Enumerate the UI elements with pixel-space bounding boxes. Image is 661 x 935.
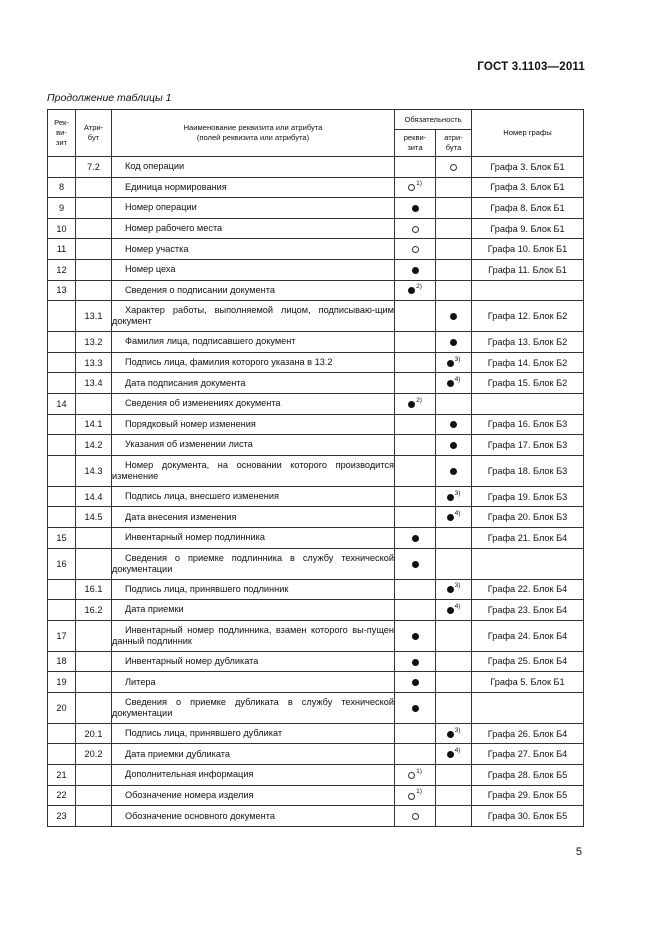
obligation-atribut-cell bbox=[436, 259, 472, 280]
name-cell bbox=[112, 435, 395, 456]
filled-circle-icon bbox=[447, 514, 454, 521]
graph-cell: Графа 3. Блок Б1 bbox=[472, 177, 584, 198]
hollow-circle-icon bbox=[408, 793, 415, 800]
obligation-atribut-cell bbox=[436, 579, 472, 600]
rekvizit-cell: 17 bbox=[48, 620, 76, 651]
name-cell bbox=[112, 806, 395, 827]
table-row bbox=[48, 548, 584, 579]
obligation-rekvizit-cell bbox=[395, 301, 436, 332]
atribut-cell bbox=[76, 393, 112, 414]
graph-cell: Графа 13. Блок Б2 bbox=[472, 332, 584, 353]
obligation-atribut-cell bbox=[436, 507, 472, 528]
table-row bbox=[48, 280, 584, 301]
filled-circle-icon bbox=[450, 421, 457, 428]
name-cell bbox=[112, 527, 395, 548]
table-row bbox=[48, 435, 584, 456]
graph-cell: Графа 27. Блок Б4 bbox=[472, 744, 584, 765]
name-cell bbox=[112, 280, 395, 301]
graph-cell: Графа 10. Блок Б1 bbox=[472, 239, 584, 260]
graph-cell: Графа 25. Блок Б4 bbox=[472, 651, 584, 672]
name-text: Характер работы, выполняемой лицом, подписываю-щим документ bbox=[112, 305, 394, 327]
obligation-atribut-cell bbox=[436, 744, 472, 765]
table-row bbox=[48, 218, 584, 239]
atribut-cell bbox=[76, 765, 112, 786]
graph-cell: Графа 12. Блок Б2 bbox=[472, 301, 584, 332]
table-body bbox=[48, 157, 584, 827]
name-cell bbox=[112, 414, 395, 435]
graph-cell: Графа 3. Блок Б1 bbox=[472, 157, 584, 178]
rekvizit-cell: 23 bbox=[48, 806, 76, 827]
rekvizit-cell: 10 bbox=[48, 218, 76, 239]
atribut-cell bbox=[76, 548, 112, 579]
graph-cell: Графа 23. Блок Б4 bbox=[472, 600, 584, 621]
name-text: Сведения о приемке подлинника в службу технической документации bbox=[112, 552, 394, 574]
table-row bbox=[48, 486, 584, 507]
name-text: Код операции bbox=[125, 161, 185, 172]
obligation-atribut-cell bbox=[436, 393, 472, 414]
obligation-rekvizit-cell bbox=[395, 177, 436, 198]
name-text: Дополнительная информация bbox=[125, 769, 254, 780]
graph-cell bbox=[472, 393, 584, 414]
table-row bbox=[48, 198, 584, 219]
obligation-atribut-cell bbox=[436, 280, 472, 301]
name-text: Сведения о приемке дубликата в службу технической документации bbox=[112, 696, 394, 718]
name-cell bbox=[112, 579, 395, 600]
obligation-rekvizit-cell bbox=[395, 414, 436, 435]
graph-cell bbox=[472, 280, 584, 301]
filled-circle-icon bbox=[412, 633, 419, 640]
obligation-rekvizit-cell bbox=[395, 620, 436, 651]
table-row bbox=[48, 157, 584, 178]
filled-circle-icon bbox=[447, 731, 454, 738]
atribut-cell: 13.4 bbox=[76, 373, 112, 394]
atribut-cell: 14.2 bbox=[76, 435, 112, 456]
name-cell bbox=[112, 600, 395, 621]
name-cell bbox=[112, 455, 395, 486]
obligation-rekvizit-cell bbox=[395, 744, 436, 765]
filled-circle-icon bbox=[412, 659, 419, 666]
atribut-cell bbox=[76, 239, 112, 260]
obligation-rekvizit-cell bbox=[395, 198, 436, 219]
graph-cell: Графа 11. Блок Б1 bbox=[472, 259, 584, 280]
atribut-cell: 14.4 bbox=[76, 486, 112, 507]
table-row bbox=[48, 507, 584, 528]
rekvizit-cell bbox=[48, 435, 76, 456]
standard-code: ГОСТ 3.1103—2011 bbox=[477, 61, 585, 73]
name-cell bbox=[112, 486, 395, 507]
name-text: Подпись лица, принявшего дубликат bbox=[125, 728, 283, 739]
filled-circle-icon bbox=[408, 287, 415, 294]
obligation-rekvizit-cell bbox=[395, 435, 436, 456]
graph-cell: Графа 15. Блок Б2 bbox=[472, 373, 584, 394]
obligation-rekvizit-cell bbox=[395, 218, 436, 239]
rekvizit-cell bbox=[48, 352, 76, 373]
name-cell bbox=[112, 218, 395, 239]
table-row bbox=[48, 177, 584, 198]
name-cell bbox=[112, 157, 395, 178]
footnote-ref: 3) bbox=[454, 726, 461, 734]
name-cell bbox=[112, 239, 395, 260]
obligation-atribut-cell bbox=[436, 527, 472, 548]
name-cell bbox=[112, 620, 395, 651]
obligation-atribut-cell bbox=[436, 414, 472, 435]
obligation-rekvizit-cell bbox=[395, 352, 436, 373]
rekvizit-cell: 20 bbox=[48, 692, 76, 723]
rekvizit-cell: 13 bbox=[48, 280, 76, 301]
obligation-atribut-cell bbox=[436, 435, 472, 456]
table-row bbox=[48, 352, 584, 373]
graph-cell bbox=[472, 692, 584, 723]
name-text: Номер цеха bbox=[125, 264, 176, 275]
name-text: Дата внесения изменения bbox=[125, 511, 237, 522]
name-cell bbox=[112, 393, 395, 414]
name-text: Дата подписания документа bbox=[125, 377, 246, 388]
filled-circle-icon bbox=[450, 442, 457, 449]
rekvizit-cell bbox=[48, 414, 76, 435]
obligation-rekvizit-cell bbox=[395, 332, 436, 353]
atribut-cell bbox=[76, 177, 112, 198]
rekvizit-cell: 8 bbox=[48, 177, 76, 198]
table-row bbox=[48, 393, 584, 414]
name-cell bbox=[112, 301, 395, 332]
name-text: Инвентарный номер дубликата bbox=[125, 655, 259, 666]
header-obligation-rekvizit: рекви- зита bbox=[395, 130, 436, 157]
atribut-cell bbox=[76, 218, 112, 239]
obligation-atribut-cell bbox=[436, 455, 472, 486]
graph-cell: Графа 24. Блок Б4 bbox=[472, 620, 584, 651]
rekvizit-cell: 18 bbox=[48, 651, 76, 672]
graph-cell: Графа 20. Блок Б3 bbox=[472, 507, 584, 528]
name-cell bbox=[112, 548, 395, 579]
obligation-atribut-cell bbox=[436, 806, 472, 827]
obligation-rekvizit-cell bbox=[395, 239, 436, 260]
obligation-atribut-cell bbox=[436, 765, 472, 786]
name-cell bbox=[112, 177, 395, 198]
table-row bbox=[48, 744, 584, 765]
obligation-atribut-cell bbox=[436, 352, 472, 373]
atribut-cell: 13.2 bbox=[76, 332, 112, 353]
name-cell bbox=[112, 785, 395, 806]
name-text: Инвентарный номер подлинника, взамен которого вы-пущен данный подлинник bbox=[112, 624, 394, 646]
table-row bbox=[48, 765, 584, 786]
table-row bbox=[48, 527, 584, 548]
table-row bbox=[48, 239, 584, 260]
rekvizit-cell bbox=[48, 744, 76, 765]
header-obligation: Обязательность bbox=[395, 110, 472, 130]
name-text: Сведения об изменениях документа bbox=[125, 398, 281, 409]
obligation-rekvizit-cell bbox=[395, 507, 436, 528]
name-cell bbox=[112, 692, 395, 723]
graph-cell: Графа 29. Блок Б5 bbox=[472, 785, 584, 806]
rekvizit-cell: 9 bbox=[48, 198, 76, 219]
table-row bbox=[48, 259, 584, 280]
atribut-cell bbox=[76, 806, 112, 827]
obligation-rekvizit-cell bbox=[395, 672, 436, 693]
graph-cell: Графа 19. Блок Б3 bbox=[472, 486, 584, 507]
rekvizit-cell bbox=[48, 301, 76, 332]
obligation-rekvizit-cell bbox=[395, 548, 436, 579]
name-text: Номер документа, на основании которого производится изменение bbox=[112, 459, 394, 481]
name-text: Порядковый номер изменения bbox=[125, 418, 256, 429]
name-text: Подпись лица, принявшего подлинник bbox=[125, 583, 289, 594]
rekvizit-cell: 16 bbox=[48, 548, 76, 579]
obligation-atribut-cell bbox=[436, 651, 472, 672]
name-text: Литера bbox=[125, 676, 156, 687]
rekvizit-cell bbox=[48, 579, 76, 600]
atribut-cell: 16.1 bbox=[76, 579, 112, 600]
filled-circle-icon bbox=[450, 339, 457, 346]
name-cell bbox=[112, 332, 395, 353]
atribut-cell: 13.1 bbox=[76, 301, 112, 332]
obligation-atribut-cell bbox=[436, 157, 472, 178]
hollow-circle-icon bbox=[450, 164, 457, 171]
name-cell bbox=[112, 259, 395, 280]
filled-circle-icon bbox=[450, 468, 457, 475]
atribut-cell: 13.3 bbox=[76, 352, 112, 373]
obligation-atribut-cell bbox=[436, 548, 472, 579]
header-rekvizit: Рек- ви- зит bbox=[48, 110, 76, 157]
obligation-rekvizit-cell bbox=[395, 157, 436, 178]
filled-circle-icon bbox=[447, 380, 454, 387]
obligation-rekvizit-cell bbox=[395, 600, 436, 621]
header-graph: Номер графы bbox=[472, 110, 584, 157]
hollow-circle-icon bbox=[412, 246, 419, 253]
hollow-circle-icon bbox=[408, 772, 415, 779]
table-row bbox=[48, 301, 584, 332]
name-text: Номер рабочего места bbox=[125, 223, 223, 234]
filled-circle-icon bbox=[412, 705, 419, 712]
filled-circle-icon bbox=[447, 607, 454, 614]
name-text: Обозначение основного документа bbox=[125, 810, 275, 821]
rekvizit-cell: 21 bbox=[48, 765, 76, 786]
filled-circle-icon bbox=[412, 205, 419, 212]
obligation-atribut-cell bbox=[436, 177, 472, 198]
footnote-ref: 1) bbox=[416, 180, 422, 188]
footnote-ref: 4) bbox=[454, 602, 461, 610]
rekvizit-cell: 15 bbox=[48, 527, 76, 548]
graph-cell: Графа 9. Блок Б1 bbox=[472, 218, 584, 239]
name-cell bbox=[112, 765, 395, 786]
graph-cell: Графа 18. Блок Б3 bbox=[472, 455, 584, 486]
name-cell bbox=[112, 507, 395, 528]
obligation-rekvizit-cell bbox=[395, 579, 436, 600]
graph-cell: Графа 16. Блок Б3 bbox=[472, 414, 584, 435]
obligation-atribut-cell bbox=[436, 486, 472, 507]
rekvizit-cell: 19 bbox=[48, 672, 76, 693]
table-header bbox=[48, 110, 584, 157]
name-cell bbox=[112, 198, 395, 219]
atribut-cell: 7.2 bbox=[76, 157, 112, 178]
name-text: Дата приемки bbox=[125, 604, 184, 615]
filled-circle-icon bbox=[447, 751, 454, 758]
graph-cell: Графа 17. Блок Б3 bbox=[472, 435, 584, 456]
rekvizit-cell bbox=[48, 486, 76, 507]
obligation-atribut-cell bbox=[436, 723, 472, 744]
obligation-rekvizit-cell bbox=[395, 486, 436, 507]
obligation-rekvizit-cell bbox=[395, 765, 436, 786]
name-text: Инвентарный номер подлинника bbox=[125, 532, 265, 543]
graph-cell: Графа 8. Блок Б1 bbox=[472, 198, 584, 219]
atribut-cell: 14.5 bbox=[76, 507, 112, 528]
obligation-rekvizit-cell bbox=[395, 651, 436, 672]
filled-circle-icon bbox=[412, 535, 419, 542]
filled-circle-icon bbox=[412, 561, 419, 568]
table-row bbox=[48, 785, 584, 806]
table-row bbox=[48, 620, 584, 651]
atribut-cell bbox=[76, 651, 112, 672]
name-text: Номер операции bbox=[125, 202, 197, 213]
table-row bbox=[48, 651, 584, 672]
rekvizit-cell: 14 bbox=[48, 393, 76, 414]
footnote-ref: 3) bbox=[454, 489, 461, 497]
graph-cell: Графа 21. Блок Б4 bbox=[472, 527, 584, 548]
obligation-rekvizit-cell bbox=[395, 785, 436, 806]
table-row bbox=[48, 414, 584, 435]
name-cell bbox=[112, 352, 395, 373]
footnote-ref: 2) bbox=[416, 396, 422, 404]
atribut-cell: 16.2 bbox=[76, 600, 112, 621]
obligation-rekvizit-cell bbox=[395, 373, 436, 394]
atribut-cell bbox=[76, 692, 112, 723]
name-cell bbox=[112, 651, 395, 672]
table-row bbox=[48, 692, 584, 723]
graph-cell: Графа 26. Блок Б4 bbox=[472, 723, 584, 744]
obligation-rekvizit-cell bbox=[395, 393, 436, 414]
name-text: Указания об изменении листа bbox=[125, 439, 253, 450]
table-row bbox=[48, 332, 584, 353]
table-row bbox=[48, 600, 584, 621]
obligation-atribut-cell bbox=[436, 332, 472, 353]
name-cell bbox=[112, 723, 395, 744]
graph-cell: Графа 28. Блок Б5 bbox=[472, 765, 584, 786]
obligation-rekvizit-cell bbox=[395, 280, 436, 301]
obligation-rekvizit-cell bbox=[395, 527, 436, 548]
filled-circle-icon bbox=[447, 360, 454, 367]
obligation-atribut-cell bbox=[436, 218, 472, 239]
rekvizit-cell bbox=[48, 507, 76, 528]
atribut-cell: 20.2 bbox=[76, 744, 112, 765]
rekvizit-cell bbox=[48, 332, 76, 353]
name-text: Подпись лица, внесшего изменения bbox=[125, 491, 279, 502]
atribut-cell: 20.1 bbox=[76, 723, 112, 744]
graph-cell: Графа 22. Блок Б4 bbox=[472, 579, 584, 600]
graph-cell: Графа 14. Блок Б2 bbox=[472, 352, 584, 373]
obligation-rekvizit-cell bbox=[395, 259, 436, 280]
obligation-atribut-cell bbox=[436, 692, 472, 723]
obligation-atribut-cell bbox=[436, 373, 472, 394]
obligation-atribut-cell bbox=[436, 198, 472, 219]
name-text: Дата приемки дубликата bbox=[125, 748, 230, 759]
table-row bbox=[48, 672, 584, 693]
header-atribut: Атри- бут bbox=[76, 110, 112, 157]
rekvizit-cell bbox=[48, 723, 76, 744]
table-row bbox=[48, 806, 584, 827]
name-text: Обозначение номера изделия bbox=[125, 789, 254, 800]
page-number: 5 bbox=[575, 846, 582, 858]
graph-cell bbox=[472, 548, 584, 579]
footnote-ref: 3) bbox=[454, 355, 461, 363]
table-caption: Продолжение таблицы 1 bbox=[47, 92, 172, 104]
filled-circle-icon bbox=[412, 267, 419, 274]
obligation-atribut-cell bbox=[436, 239, 472, 260]
attributes-table bbox=[47, 109, 584, 827]
obligation-atribut-cell bbox=[436, 620, 472, 651]
filled-circle-icon bbox=[408, 401, 415, 408]
table-row bbox=[48, 579, 584, 600]
footnote-ref: 1) bbox=[416, 788, 422, 796]
rekvizit-cell bbox=[48, 157, 76, 178]
atribut-cell bbox=[76, 259, 112, 280]
rekvizit-cell bbox=[48, 373, 76, 394]
name-text: Подпись лица, фамилия которого указана в 13.2 bbox=[125, 357, 333, 368]
header-name: Наименование реквизита или атрибута (полей реквизита или атрибута) bbox=[112, 110, 395, 157]
footnote-ref: 3) bbox=[454, 582, 461, 590]
rekvizit-cell: 11 bbox=[48, 239, 76, 260]
atribut-cell bbox=[76, 672, 112, 693]
header-obligation-atribut: атри- бута bbox=[436, 130, 472, 157]
name-cell bbox=[112, 672, 395, 693]
atribut-cell bbox=[76, 620, 112, 651]
atribut-cell: 14.1 bbox=[76, 414, 112, 435]
atribut-cell bbox=[76, 527, 112, 548]
footnote-ref: 4) bbox=[454, 747, 461, 755]
obligation-rekvizit-cell bbox=[395, 455, 436, 486]
rekvizit-cell: 22 bbox=[48, 785, 76, 806]
table-row bbox=[48, 455, 584, 486]
atribut-cell bbox=[76, 785, 112, 806]
filled-circle-icon bbox=[450, 313, 457, 320]
filled-circle-icon bbox=[447, 494, 454, 501]
hollow-circle-icon bbox=[412, 813, 419, 820]
obligation-rekvizit-cell bbox=[395, 723, 436, 744]
hollow-circle-icon bbox=[408, 184, 415, 191]
footnote-ref: 4) bbox=[454, 376, 461, 384]
footnote-ref: 2) bbox=[416, 283, 422, 291]
name-cell bbox=[112, 744, 395, 765]
name-text: Номер участка bbox=[125, 243, 189, 254]
obligation-atribut-cell bbox=[436, 600, 472, 621]
name-cell bbox=[112, 373, 395, 394]
hollow-circle-icon bbox=[412, 226, 419, 233]
name-text: Сведения о подписании документа bbox=[125, 284, 275, 295]
atribut-cell: 14.3 bbox=[76, 455, 112, 486]
rekvizit-cell bbox=[48, 600, 76, 621]
atribut-cell bbox=[76, 280, 112, 301]
filled-circle-icon bbox=[412, 679, 419, 686]
obligation-rekvizit-cell bbox=[395, 806, 436, 827]
graph-cell: Графа 30. Блок Б5 bbox=[472, 806, 584, 827]
name-text: Единица нормирования bbox=[125, 181, 227, 192]
obligation-atribut-cell bbox=[436, 672, 472, 693]
rekvizit-cell bbox=[48, 455, 76, 486]
footnote-ref: 4) bbox=[454, 510, 461, 518]
obligation-rekvizit-cell bbox=[395, 692, 436, 723]
graph-cell: Графа 5. Блок Б1 bbox=[472, 672, 584, 693]
table-row bbox=[48, 723, 584, 744]
footnote-ref: 1) bbox=[416, 767, 422, 775]
rekvizit-cell: 12 bbox=[48, 259, 76, 280]
name-text: Фамилия лица, подписавшего документ bbox=[125, 336, 296, 347]
atribut-cell bbox=[76, 198, 112, 219]
obligation-atribut-cell bbox=[436, 301, 472, 332]
filled-circle-icon bbox=[447, 586, 454, 593]
table-row bbox=[48, 373, 584, 394]
obligation-atribut-cell bbox=[436, 785, 472, 806]
